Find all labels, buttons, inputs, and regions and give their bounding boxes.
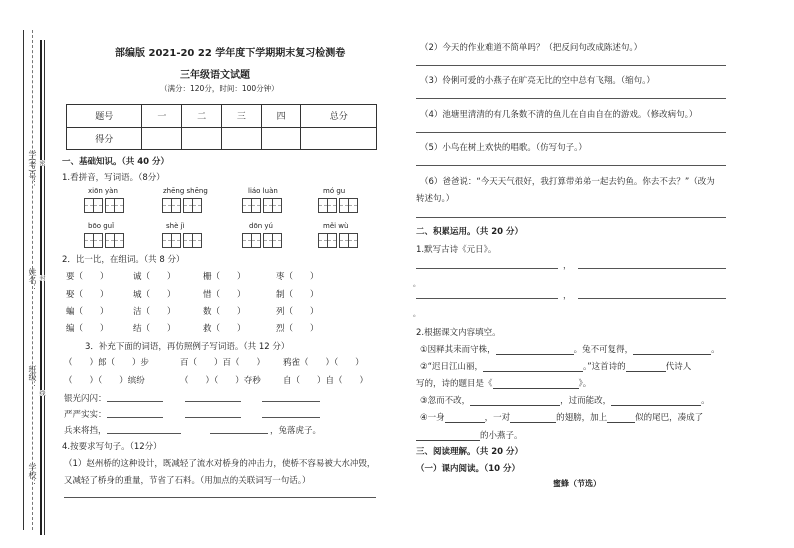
compare-item: 要（ ） [66,272,109,282]
q4-1-text: 又减轻了桥身的重量，节省了石料。（用加点的关联词写一句话。） [64,476,311,486]
blank[interactable] [496,354,574,355]
answer-line[interactable] [210,433,268,434]
score-header: 三 [221,105,261,128]
compare-item: 烈（ ） [276,324,319,334]
writing-grid[interactable] [242,198,281,213]
section3-title: 三、阅读理解。（共 20 分） [416,447,523,457]
fill-text: ④一身 [420,413,445,423]
blank[interactable] [445,422,485,423]
fill-text: 的小燕子。 [480,431,523,441]
idiom-example: 兵来将挡， [64,426,107,436]
compare-item: 数（ ） [203,307,246,317]
fill-word: 自（ ）自（ ） [283,376,369,386]
writing-grid[interactable] [242,233,281,248]
compare-item: 编（ ） [66,324,109,334]
compare-item: 城（ ） [133,290,176,300]
reading-title: 蜜蜂（节选） [553,479,601,488]
answer-line[interactable] [416,298,558,299]
answer-line[interactable] [107,401,163,402]
poem-punct: 。 [413,310,420,318]
writing-grid[interactable] [162,233,201,248]
q3-label: 3．补充下面的词语，再仿照例子写词语。（共 12 分） [85,342,290,352]
idiom-example: 严严实实： [64,410,107,420]
q1-label: 1.看拼音，写词语。（8分） [62,173,165,183]
section3-subtitle: （一）课内阅读。（10 分） [416,464,521,474]
compare-item: 娶（ ） [66,290,109,300]
r2-text: （2）今天的作业难道不简单吗？（把反问句改成陈述句。） [420,43,643,53]
q2-label: 2．比一比，在组词。（共 8 分） [62,255,185,265]
fill-word: 百（ ）百（ ） [180,358,266,368]
compare-item: 制（ ） [276,290,319,300]
blank[interactable] [416,440,480,441]
fill-text: 代诗人 [665,362,692,372]
blank[interactable] [611,405,701,406]
fill-line-2 [420,360,691,372]
s2-q2-label: 2.根据课文内容填空。 [416,328,501,338]
name-label: 姓名： [28,268,37,292]
answer-line[interactable] [416,132,726,133]
seal-mark-3: 线 [38,390,45,396]
poem-punct: ， [563,261,572,271]
answer-line[interactable] [185,401,241,402]
blank[interactable] [470,405,560,406]
answer-line[interactable] [185,417,241,418]
compare-item: 枣（ ） [276,272,319,282]
answer-line[interactable] [416,268,558,269]
answer-line[interactable] [416,98,726,99]
pinyin: mó gu [323,187,346,195]
fill-text: ，一对 [484,413,511,423]
fill-text: ②“迟日江山丽， [420,362,484,372]
score-cell[interactable] [221,127,261,150]
writing-grid[interactable] [318,233,357,248]
exam-title: 部编版 2021-20 22 学年度下学期期末复习检测卷 [115,48,346,59]
answer-line[interactable] [262,401,320,402]
score-row-label: 得分 [67,127,142,150]
compare-item: 蝙（ ） [66,307,109,317]
blank[interactable] [607,422,635,423]
r6-text: 转述句。） [416,194,455,204]
blank[interactable] [493,388,579,389]
fill-line-2b [416,377,591,389]
class-label: 班级： [28,365,37,389]
answer-line[interactable] [416,165,726,166]
answer-line[interactable] [416,65,726,66]
fill-word: （ ）（ ）夺秒 [180,376,261,386]
blank[interactable] [633,354,711,355]
answer-line[interactable] [416,217,726,218]
r4-text: （4）池塘里清清的有几条数不清的鱼儿在自由自在的游戏。（修改病句。） [420,110,698,120]
seal-mark-2: 封 [38,275,45,281]
student-id-label: 学(考)号： [28,150,37,189]
score-header: 总分 [301,105,377,128]
r6-text: （6）爸爸说：“今天天气很好，我打算带弟弟一起去钓鱼。你去不去？”（改为 [420,177,715,187]
writing-grid[interactable] [162,198,201,213]
poem-punct: 。 [413,280,420,288]
fill-text: 似的尾巴，凑成了 [635,413,704,423]
s2-q1-label: 1.默写古诗《元日》。 [416,245,497,255]
fill-text: ③忽而不改， [420,396,471,406]
score-cell[interactable] [182,127,222,150]
pinyin: liáo luàn [248,187,278,195]
section1-title: 一、基础知识。（共 40 分） [62,157,169,167]
binding-line-right [40,40,42,535]
fill-text: 写的，诗的题目是《 [416,379,493,389]
q4-1-text: （1）赵州桥的这种设计，既减轻了流水对桥身的冲击力，使桥不容易被大水冲毁， [64,459,376,469]
blank[interactable] [483,371,583,372]
answer-line[interactable] [64,497,376,498]
compare-item: 惜（ ） [203,290,246,300]
school-label: 学校： [28,463,37,487]
binding-line-left [23,30,24,530]
binding-line-right-2 [44,40,45,535]
fill-text: 。 [711,345,720,355]
poem-punct: ， [563,291,572,301]
seal-mark-1: 密 [38,160,45,166]
fill-line-3 [420,394,710,406]
writing-grid[interactable] [84,198,123,213]
r5-text: （5）小鸟在树上欢快的唱歌。（仿写句子。） [420,143,587,153]
compare-item: 结（ ） [133,324,176,334]
answer-line[interactable] [262,417,320,418]
fill-text: 》。 [578,379,592,389]
fill-word: （ ）（ ）缤纷 [64,376,145,386]
r3-text: （3）伶俐可爱的小燕子在旷亮无比的空中总有飞翔。（缩句。） [420,76,655,86]
compare-item: 救（ ） [203,324,246,334]
pinyin: měi wù [323,222,349,230]
score-table [66,104,377,150]
compare-item: 洁（ ） [133,307,176,317]
score-cell[interactable] [301,127,377,150]
compare-item: 列（ ） [276,307,319,317]
exam-info: （满分：120分，时间：100分钟） [160,84,279,93]
compare-item: 诚（ ） [133,272,176,282]
score-cell[interactable] [142,127,182,150]
pinyin: bōo guǐ [88,222,115,230]
answer-line[interactable] [107,417,163,418]
pinyin: shè jì [166,222,185,230]
fill-text: 。”这首诗的 [583,362,626,372]
score-header: 四 [261,105,301,128]
score-cell[interactable] [261,127,301,150]
fill-line-4 [420,411,703,423]
fill-text: 的翅膀，加上 [556,413,608,423]
fill-word: 鸦雀（ ）（ ） [283,358,364,368]
fill-word: （ ）郎（ ）步 [64,358,150,368]
answer-line[interactable] [578,298,726,299]
score-header: 一 [142,105,182,128]
idiom-example: 银光闪闪： [64,394,107,404]
answer-line[interactable] [578,268,726,269]
fill-text: 。兔不可复得， [573,345,634,355]
pinyin: zhēng shēng [163,187,208,195]
q4-label: 4.按要求写句子。（12分） [62,442,162,452]
writing-grid[interactable] [318,198,357,213]
blank[interactable] [626,371,666,372]
section2-title: 二、积累运用。（共 20 分） [416,227,523,237]
answer-line[interactable] [107,433,181,434]
fill-text: ，过而能改， [560,396,612,406]
exam-subtitle: 三年级语文试题 [180,70,250,81]
idiom-example: ，兔落虎子。 [270,426,322,436]
fill-line-4b [416,429,523,441]
score-header: 二 [182,105,222,128]
fill-text: 。 [701,396,710,406]
blank[interactable] [510,422,556,423]
compare-item: 栅（ ） [203,272,246,282]
fill-text: ①因释其耒而守株， [420,345,496,355]
writing-grid[interactable] [84,233,123,248]
pinyin: xiōn yàn [88,187,118,195]
pinyin: dōn yú [249,222,273,230]
fill-line-1 [420,343,720,355]
score-header: 题号 [67,105,142,128]
